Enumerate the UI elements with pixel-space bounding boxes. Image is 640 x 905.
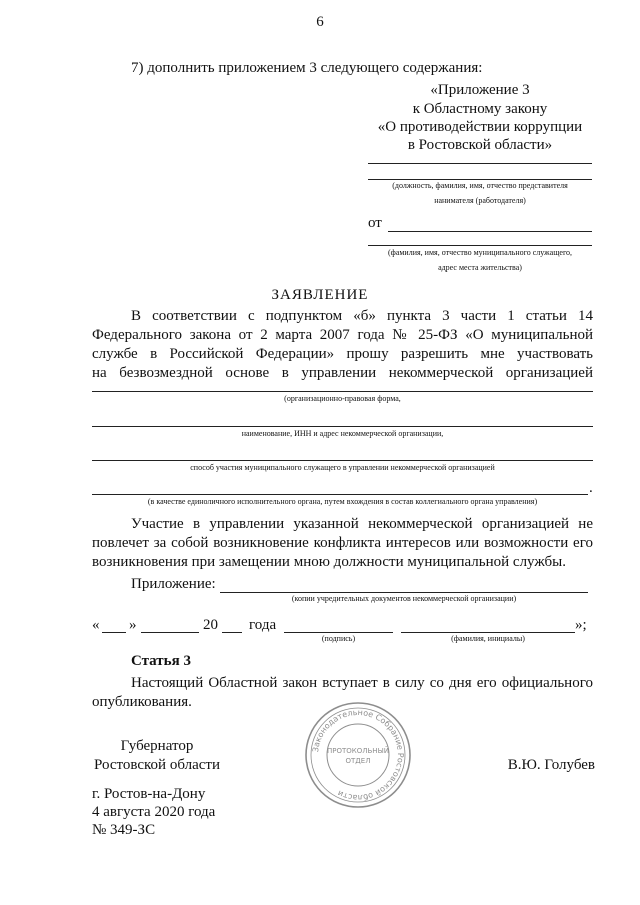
stamp-ring-text: Законодательное Собрание Ростовской области <box>311 707 406 803</box>
sender-caption: адрес места жительства) <box>438 263 522 272</box>
participation-line: Участие в управлении указанной некоммерческой организацией не <box>131 516 593 532</box>
footer-city: г. Ростов-на-Дону <box>92 786 206 802</box>
statement-line: службе в Российской Федерации» прошу разрешить мне участвовать <box>92 346 593 362</box>
recipient-caption: (должность, фамилия, имя, отчество представителя <box>392 181 568 190</box>
statement-line: на безвозмездной основе в управлении некоммерческой организацией <box>92 365 593 381</box>
attachment-caption: (копии учредительных документов некоммерческой организации) <box>291 594 517 603</box>
appendix-header-line: «Приложение 3 <box>430 82 530 98</box>
stamp-center-line-2: ОТДЕЛ <box>345 757 371 765</box>
date-open-quote: « <box>92 617 100 633</box>
month-blank <box>141 632 199 633</box>
year-suffix: года <box>249 617 277 633</box>
governance-role-line <box>92 494 588 495</box>
participation-line: повлечет за собой возникновение конфликта интересов или возможности его <box>92 535 593 551</box>
attachment-label: Приложение: <box>131 576 216 592</box>
date-close-quote: » <box>129 617 137 633</box>
page-number: 6 <box>316 14 324 30</box>
recipient-line-2 <box>368 179 592 180</box>
from-label: от <box>368 215 382 231</box>
signature-blank <box>284 632 393 633</box>
stamp-graphic <box>303 700 413 810</box>
appendix-header-line: к Областному закону <box>412 101 548 117</box>
org-form-line <box>92 391 593 392</box>
signatory-name: В.Ю. Голубев <box>507 757 595 773</box>
participation-method-caption: способ участия муниципального служащего в управлении некоммерческой организацией <box>190 463 495 472</box>
statement-title: ЗАЯВЛЕНИЕ <box>271 287 369 303</box>
day-blank <box>102 632 126 633</box>
name-caption: (фамилия, инициалы) <box>451 634 525 643</box>
statement-line: В соответствии с подпунктом «б» пункта 3 части 1 статьи 14 <box>131 308 593 324</box>
date-line-end: »; <box>575 617 587 633</box>
year-blank <box>222 632 242 633</box>
sender-caption: (фамилия, имя, отчество муниципального служащего, <box>387 248 573 257</box>
statement-line: Федерального закона от 2 марта 2007 года № 25-ФЗ «О муниципальной <box>92 327 593 343</box>
signatory-region: Ростовской области <box>94 757 220 773</box>
org-name-caption: наименование, ИНН и адрес некоммерческой организации, <box>241 429 444 438</box>
governance-role-caption: (в качестве единоличного исполнительного органа, путем вхождения в состав коллегиального органа управления) <box>147 497 538 506</box>
participation-method-line <box>92 460 593 461</box>
stamp-center-line-1: ПРОТОКОЛЬНЫЙ <box>326 747 390 755</box>
footer-number: № 349-ЗС <box>92 822 156 838</box>
from-line <box>388 231 592 232</box>
footer-date: 4 августа 2020 года <box>92 804 216 820</box>
sender-line <box>368 245 592 246</box>
appendix-header-line: «О противодействии коррупции <box>377 119 583 135</box>
participation-line: возникновения при замещении мною должности муниципальной службы. <box>92 554 566 570</box>
org-name-line <box>92 426 593 427</box>
article-text-line: Настоящий Областной закон вступает в силу со дня его официального <box>131 675 593 691</box>
official-stamp <box>303 700 413 810</box>
article-title: Статья 3 <box>131 653 191 669</box>
signatory-title: Губернатор <box>120 738 194 754</box>
appendix-header-line: в Ростовской области» <box>407 137 553 153</box>
year-prefix: 20 <box>203 617 218 633</box>
article-text-line: опубликования. <box>92 694 192 710</box>
item-7-text: 7) дополнить приложением 3 следующего содержания: <box>131 60 483 76</box>
governance-role-line-end: . <box>589 480 593 496</box>
attachment-line <box>220 592 588 593</box>
name-blank <box>401 632 575 633</box>
org-form-caption: (организационно-правовая форма, <box>284 394 401 403</box>
recipient-caption: нанимателя (работодателя) <box>434 196 526 205</box>
signature-caption: (подпись) <box>321 634 356 643</box>
recipient-line-1 <box>368 163 592 164</box>
